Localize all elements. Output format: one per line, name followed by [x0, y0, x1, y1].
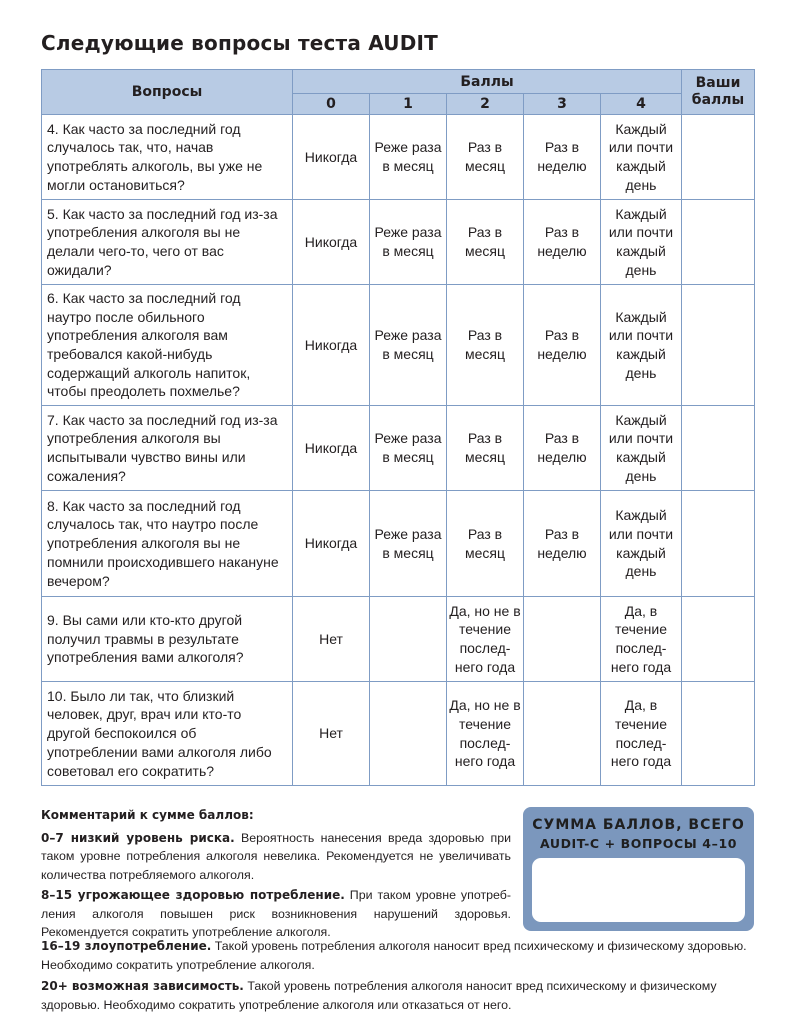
commentary-item-hazardous: [41, 886, 511, 942]
question-cell: 9. Вы сами или кто-кто другой получил травмы в результате употребления вами алкоголя?: [42, 597, 293, 682]
total-score-subtitle: AUDIT-C + ВОПРОСЫ 4–10: [539, 836, 738, 851]
answer-3-cell: [524, 597, 601, 682]
answer-4-cell: Каждый или почти каждый день: [601, 491, 682, 597]
header-your-points-line1: Ваши: [695, 75, 741, 91]
your-points-cell[interactable]: [682, 200, 755, 285]
table-row: [42, 682, 755, 786]
table-row: [42, 491, 755, 597]
commentary-item-low-risk: [41, 829, 511, 885]
question-cell: 5. Как часто за последний год из-за употребления алкоголя вы не делали чего-то, чего от вас ожидали?: [42, 200, 293, 285]
answer-0-cell: Никогда: [293, 406, 370, 491]
answer-0-cell: Нет: [293, 682, 370, 786]
question-cell: 7. Как часто за последний год из-за употребления алкоголя вы испытывали чувство вины или сожаления?: [42, 406, 293, 491]
your-points-cell[interactable]: [682, 682, 755, 786]
answer-2-cell: Да, но не в течение послед-него года: [447, 597, 524, 682]
range-label: 16–19 злоупотребление.: [41, 939, 212, 953]
answer-2-cell: Раз в месяц: [447, 115, 524, 200]
answer-4-cell: Каждый или почти каждый день: [601, 285, 682, 406]
your-points-cell[interactable]: [682, 491, 755, 597]
commentary-item-abuse: [41, 937, 754, 974]
answer-2-cell: Раз в месяц: [447, 285, 524, 406]
answer-2-cell: Да, но не в течение послед-него года: [447, 682, 524, 786]
commentary-item-dependence: [41, 977, 754, 1014]
score-header-4: 4: [601, 94, 682, 115]
your-points-cell[interactable]: [682, 115, 755, 200]
table-row: [42, 200, 755, 285]
answer-0-cell: Никогда: [293, 200, 370, 285]
answer-1-cell: Реже раза в месяц: [370, 115, 447, 200]
score-commentary: [41, 806, 511, 944]
your-points-cell[interactable]: [682, 406, 755, 491]
header-your-points: [682, 70, 755, 115]
question-cell: 10. Было ли так, что близкий человек, друг, врач или кто-то другой беспокоился об употреблении вами алкоголя либо советовал его сократить?: [42, 682, 293, 786]
answer-1-cell: Реже раза в месяц: [370, 491, 447, 597]
answer-1-cell: Реже раза в месяц: [370, 406, 447, 491]
answer-4-cell: Каждый или почти каждый день: [601, 115, 682, 200]
table-row: [42, 115, 755, 200]
total-score-title: СУММА БАЛЛОВ, ВСЕГО: [532, 817, 745, 833]
answer-1-cell: Реже раза в месяц: [370, 285, 447, 406]
total-score-field[interactable]: [532, 858, 745, 922]
answer-3-cell: Раз в неделю: [524, 406, 601, 491]
answer-0-cell: Никогда: [293, 491, 370, 597]
question-cell: 4. Как часто за последний год случалось так, что, начав употреблять алкоголь, вы уже не могли остановиться?: [42, 115, 293, 200]
answer-4-cell: Каждый или почти каждый день: [601, 406, 682, 491]
header-row: [42, 70, 755, 94]
table-row: [42, 285, 755, 406]
answer-1-cell: [370, 682, 447, 786]
answer-0-cell: Нет: [293, 597, 370, 682]
answer-1-cell: [370, 597, 447, 682]
header-points: Баллы: [293, 70, 682, 94]
page-title: Следующие вопросы теста AUDIT: [41, 31, 439, 55]
answer-3-cell: [524, 682, 601, 786]
question-cell: 6. Как часто за последний год наутро после обильного употребления алкоголя вам требовался какой-нибудь содержащий алкоголь напиток, чтобы преодолеть похмелье?: [42, 285, 293, 406]
range-label: 20+ возможная зависимость.: [41, 979, 244, 993]
answer-4-cell: Да, в течение послед-него года: [601, 682, 682, 786]
range-label: 0–7 низкий уровень риска.: [41, 830, 235, 845]
answer-1-cell: Реже раза в месяц: [370, 200, 447, 285]
audit-questions-table: [41, 69, 755, 786]
answer-2-cell: Раз в месяц: [447, 406, 524, 491]
range-label: 8–15 угрожающее здоровью потребление.: [41, 888, 345, 902]
answer-4-cell: Каждый или почти каждый день: [601, 200, 682, 285]
answer-3-cell: Раз в неделю: [524, 285, 601, 406]
answer-3-cell: Раз в неделю: [524, 491, 601, 597]
score-header-2: 2: [447, 94, 524, 115]
range-text: Такой уровень потребления алкоголя наносит вред психическому и физическому здоровью. Необходимо сократить употребление алкоголя.: [41, 939, 747, 972]
answer-0-cell: Никогда: [293, 115, 370, 200]
table-row: [42, 406, 755, 491]
range-text: Вероятность нанесения вреда здоровью при таком уровне потребления алкоголя невелика. Рекомендуется не увеличивать количества потребляемого алкоголя.: [41, 830, 512, 882]
answer-3-cell: Раз в неделю: [524, 115, 601, 200]
score-header-3: 3: [524, 94, 601, 115]
your-points-cell[interactable]: [682, 597, 755, 682]
answer-3-cell: Раз в неделю: [524, 200, 601, 285]
header-questions: Вопросы: [42, 70, 293, 115]
answer-4-cell: Да, в течение послед-него года: [601, 597, 682, 682]
score-header-0: 0: [293, 94, 370, 115]
table-row: [42, 597, 755, 682]
header-your-points-line2: баллы: [691, 92, 745, 108]
range-text: Такой уровень потребления алкоголя наносит вред психическому и физическому здоровью. Необходимо сократить употребление алкоголя или отказаться от него.: [41, 979, 717, 1012]
answer-2-cell: Раз в месяц: [447, 491, 524, 597]
commentary-heading: Комментарий к сумме баллов:: [41, 808, 254, 822]
answer-2-cell: Раз в месяц: [447, 200, 524, 285]
question-cell: 8. Как часто за последний год случалось так, что наутро после употребления алкоголя вы не помнили происходившего накануне вечером?: [42, 491, 293, 597]
range-text: При таком уровне употреб-ления алкоголя повышен риск возникновения нарушений здоровья. Рекомендуется сократить употребление алкоголя.: [41, 888, 511, 939]
total-score-box: [523, 807, 754, 931]
answer-0-cell: Никогда: [293, 285, 370, 406]
score-header-1: 1: [370, 94, 447, 115]
your-points-cell[interactable]: [682, 285, 755, 406]
